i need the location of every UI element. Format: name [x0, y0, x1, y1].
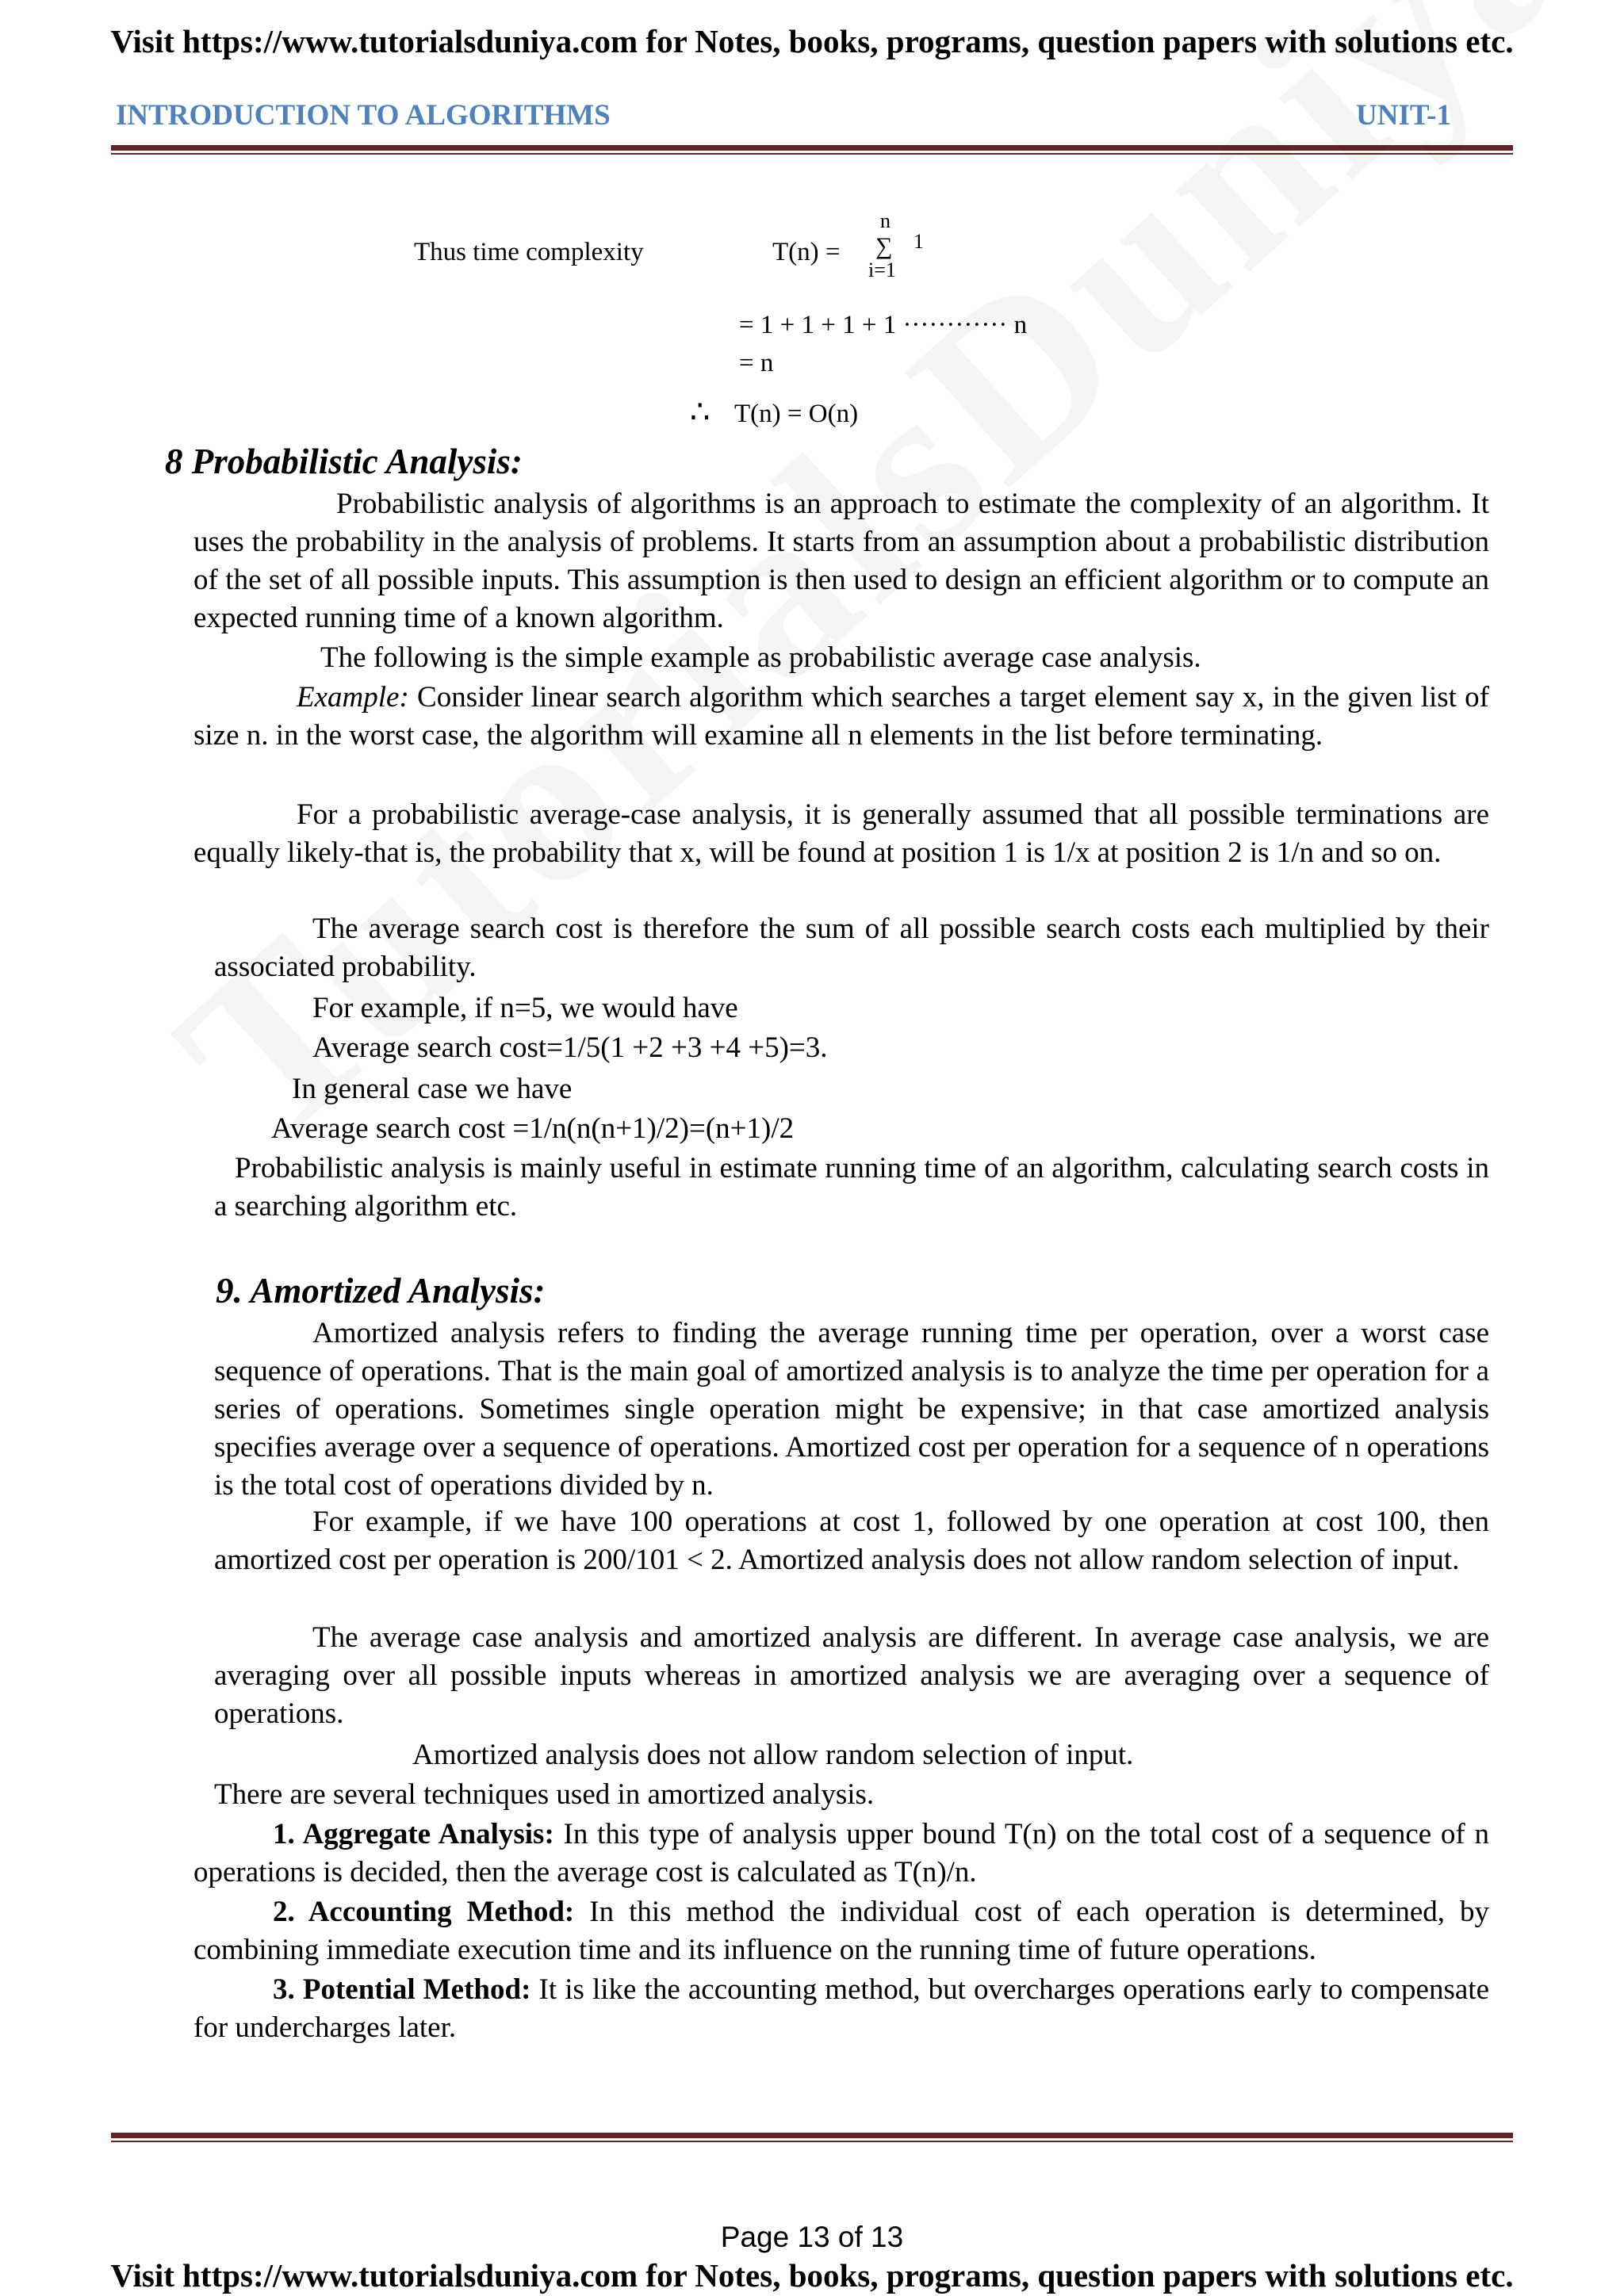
- technique-accounting-method: [193, 1893, 1489, 1969]
- top-banner: Visit https://www.tutorialsduniya.com for Notes, books, programs, question papers with solutions etc.: [110, 23, 1514, 59]
- example-text: Consider linear search algorithm which searches a target element say x, in the given list of size n. in the worst case, the algorithm will examine all n elements in the list before terminating.: [193, 681, 1489, 752]
- footer-rule: [111, 2133, 1513, 2142]
- math-line-3: = n: [739, 349, 774, 377]
- sec9-techniques-intro: There are several techniques used in amortized analysis.: [214, 1778, 875, 1811]
- math-line-2: = 1 + 1 + 1 + 1 ············ n: [739, 311, 1028, 339]
- therefore-symbol: ∴: [690, 394, 710, 430]
- sec8-paragraph-6: Probabilistic analysis is mainly useful in estimate running time of an algorithm, calculating search costs in a searching algorithm etc.: [214, 1152, 1489, 1223]
- sec8-paragraph-5: The average search cost is therefore the sum of all possible search costs each multiplied by their associated probability.: [214, 913, 1489, 983]
- example-label: Example:: [297, 681, 409, 714]
- sec8-average-cost-line: Average search cost=1/5(1 +2 +3 +4 +5)=3.: [312, 1031, 828, 1064]
- technique-2-text: In this method the individual cost of each operation is determined, by combining immediate execution time and its influence on the running time of future operations.: [193, 1896, 1490, 1966]
- technique-3-text: It is like the accounting method, but overcharges operations early to compensate for undercharges later.: [193, 1973, 1489, 2044]
- header-title: INTRODUCTION TO ALGORITHMS: [116, 99, 611, 132]
- section-9-title: 9. Amortized Analysis:: [216, 1271, 546, 1311]
- sigma-symbol: ∑: [875, 233, 893, 259]
- sec8-paragraph-3: [193, 679, 1489, 755]
- math-line-4: T(n) = O(n): [734, 400, 859, 428]
- technique-potential-method: [193, 1971, 1489, 2047]
- sec9-paragraph-2: For example, if we have 100 operations at cost 1, followed by one operation at cost 100, then amortized cost per operation is 200/101 < 2. Amortized analysis does not allow random selection of input.: [214, 1506, 1489, 1576]
- sec8-general-formula-line: Average search cost =1/n(n(n+1)/2)=(n+1)/2: [271, 1112, 795, 1145]
- sum-lower-limit: i=1: [868, 258, 896, 281]
- page-number: Page 13 of 13: [720, 2221, 904, 2253]
- sum-upper-limit: n: [880, 209, 891, 232]
- sec8-general-case-line: In general case we have: [292, 1073, 573, 1105]
- bottom-banner: Visit https://www.tutorialsduniya.com for Notes, books, programs, question papers with solutions etc.: [110, 2257, 1514, 2294]
- sec8-paragraph-2: The following is the simple example as probabilistic average case analysis.: [320, 641, 1201, 674]
- sum-term: 1: [914, 230, 924, 253]
- sec9-paragraph-1: Amortized analysis refers to finding the average running time per operation, over a worst case sequence of operations. That is the main goal of amortized analysis is to analyze the time per operation for a series of operations. Sometimes single operation might be expensive; in that case amortized analysis specifies average over a sequence of operations. Amortized cost per operation for a sequence of n operations is the total cost of operations divided by n.: [214, 1317, 1489, 1502]
- sec8-paragraph-1: Probabilistic analysis of algorithms is an approach to estimate the complexity of an algorithm. It uses the probability in the analysis of problems. It starts from an assumption about a probabilistic distribution of the set of all possible inputs. This assumption is then used to design an efficient algorithm or to compute an expected running time of a known algorithm.: [193, 488, 1489, 634]
- sec9-note-line: Amortized analysis does not allow random selection of input.: [412, 1739, 1134, 1771]
- sec9-paragraph-3: The average case analysis and amortized analysis are different. In average case analysis, we are averaging over all possible inputs whereas in amortized analysis we are averaging over a sequence of operations.: [214, 1621, 1489, 1730]
- sec8-paragraph-4: For a probabilistic average-case analysis, it is generally assumed that all possible terminations are equally likely-that is, the probability that x, will be found at position 1 is 1/x at position 2 is 1/n and so on.: [193, 798, 1489, 869]
- header-unit: UNIT-1: [1356, 99, 1451, 132]
- technique-3-label: 3. Potential Method:: [273, 1973, 531, 2006]
- math-label: Thus time complexity: [414, 238, 644, 266]
- sec8-example-line: For example, if n=5, we would have: [312, 992, 738, 1024]
- technique-aggregate-analysis: [193, 1816, 1489, 1892]
- math-lhs: T(n) =: [772, 238, 841, 266]
- technique-1-label: 1. Aggregate Analysis:: [273, 1818, 554, 1850]
- technique-2-label: 2. Accounting Method:: [273, 1896, 575, 1928]
- technique-1-text: In this type of analysis upper bound T(n) on the total cost of a sequence of n operations is decided, then the average cost is calculated as T(n)/n.: [193, 1818, 1489, 1888]
- section-8-title: 8 Probabilistic Analysis:: [165, 442, 523, 481]
